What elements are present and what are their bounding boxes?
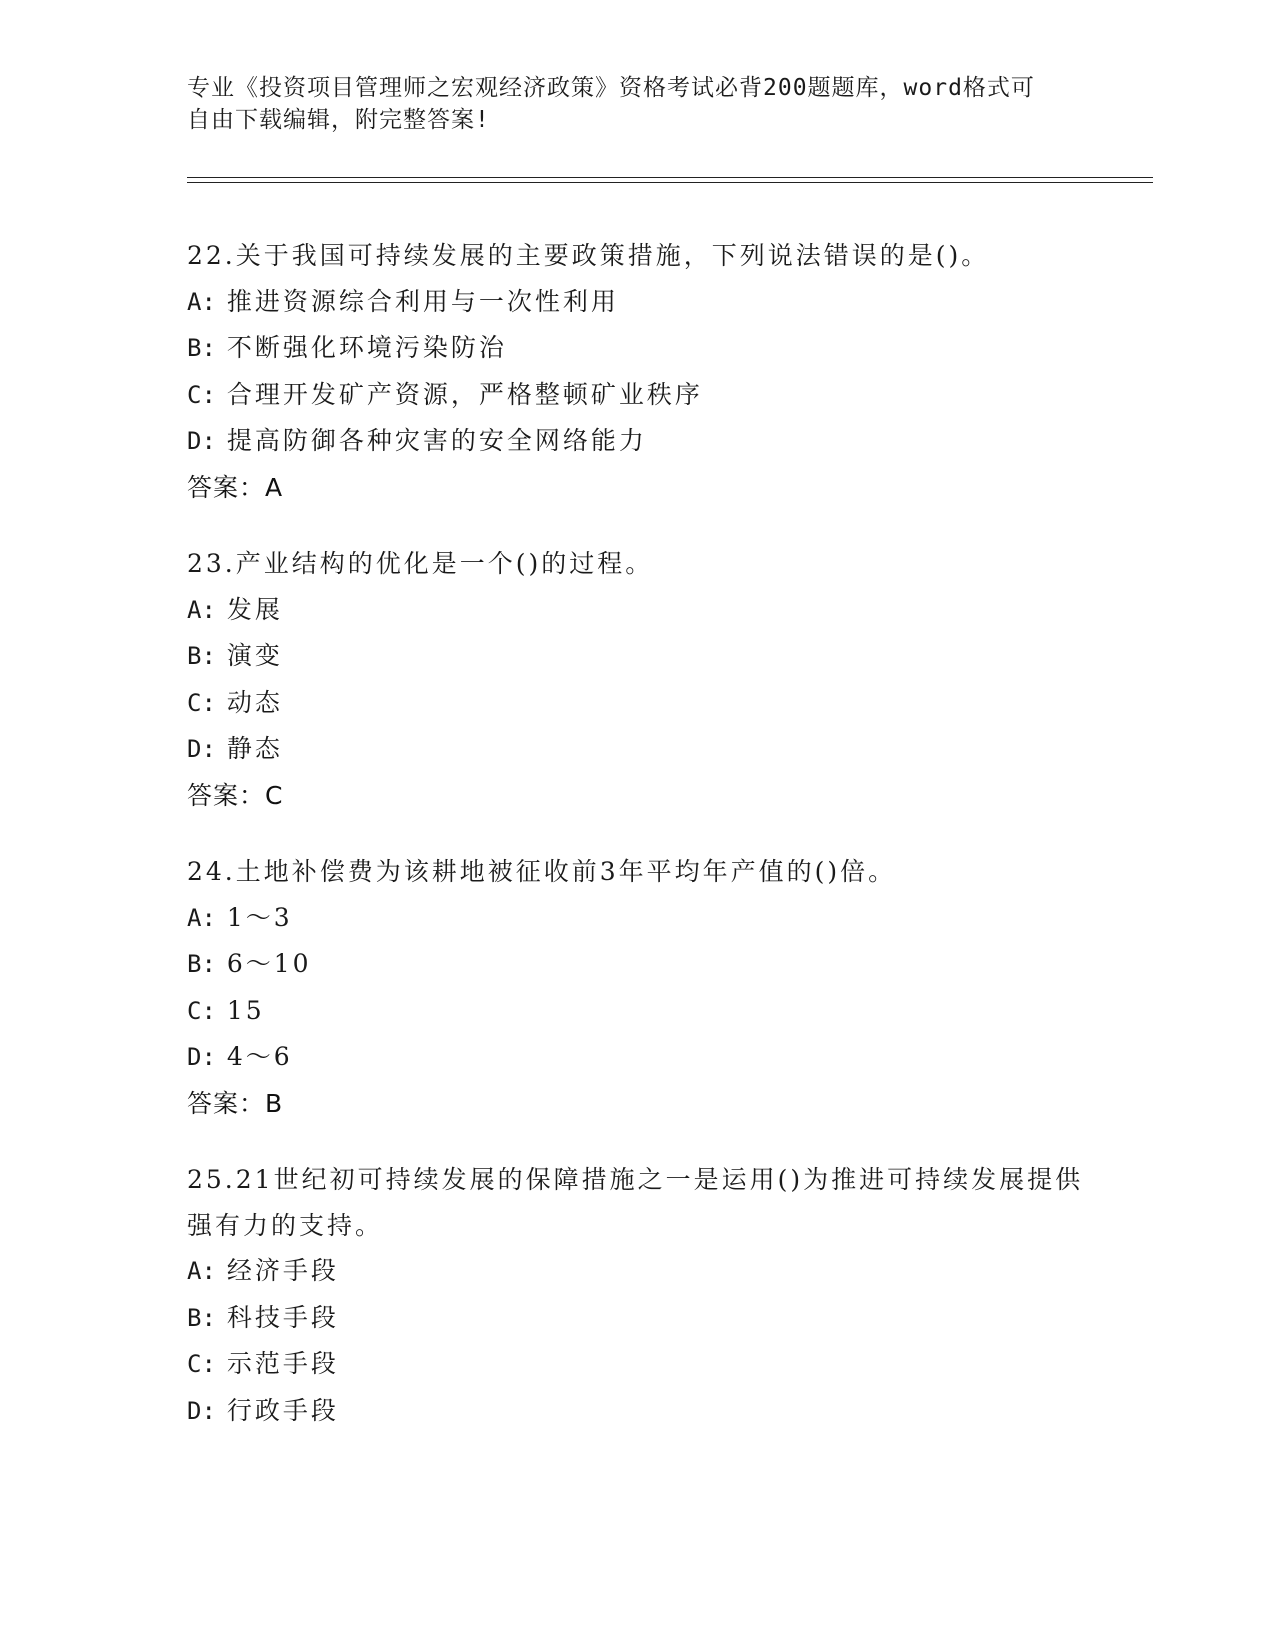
question-text: 22.关于我国可持续发展的主要政策措施，下列说法错误的是()。 [187,241,990,270]
question-22 [187,233,1087,510]
option-a: A: 经济手段 [187,1256,339,1285]
question-23 [187,541,1087,818]
question-text: 24.土地补偿费为该耕地被征收前3年平均年产值的()倍。 [187,857,897,886]
header-rule-bottom [187,182,1153,183]
option-a: A: 发展 [187,594,283,624]
option-d: D: 静态 [187,734,283,763]
question-25 [187,1157,1087,1434]
document-header [187,72,1087,136]
question-text: 25.21世纪初可持续发展的保障措施之一是运用()为推进可持续发展提供强有力的支持。 [187,1165,1084,1240]
answer: 答案：B [187,1088,284,1118]
option-a: A: 1～3 [187,902,293,932]
header-rule-top [187,177,1153,178]
header-line-2: 自由下载编辑，附完整答案! [187,107,490,133]
question-24 [187,849,1087,1126]
option-c: C: 合理开发矿产资源，严格整顿矿业秩序 [187,379,703,409]
answer: 答案：C [187,780,284,810]
answer: 答案：A [187,472,284,502]
question-list [187,233,1087,1465]
option-b: B: 不断强化环境污染防治 [187,333,507,362]
option-b: B: 6～10 [187,949,312,978]
option-b: B: 演变 [187,641,283,670]
option-d: D: 4～6 [187,1042,293,1071]
header-line-1: 专业《投资项目管理师之宏观经济政策》资格考试必背200题题库，word格式可 [187,75,1035,101]
option-c: C: 示范手段 [187,1349,339,1378]
option-c: C: 15 [187,995,265,1025]
option-b: B: 科技手段 [187,1302,339,1332]
option-c: C: 动态 [187,687,283,717]
option-d: D: 提高防御各种灾害的安全网络能力 [187,426,647,455]
option-d: D: 行政手段 [187,1395,339,1425]
question-text: 23.产业结构的优化是一个()的过程。 [187,549,654,578]
option-a: A: 推进资源综合利用与一次性利用 [187,286,619,316]
